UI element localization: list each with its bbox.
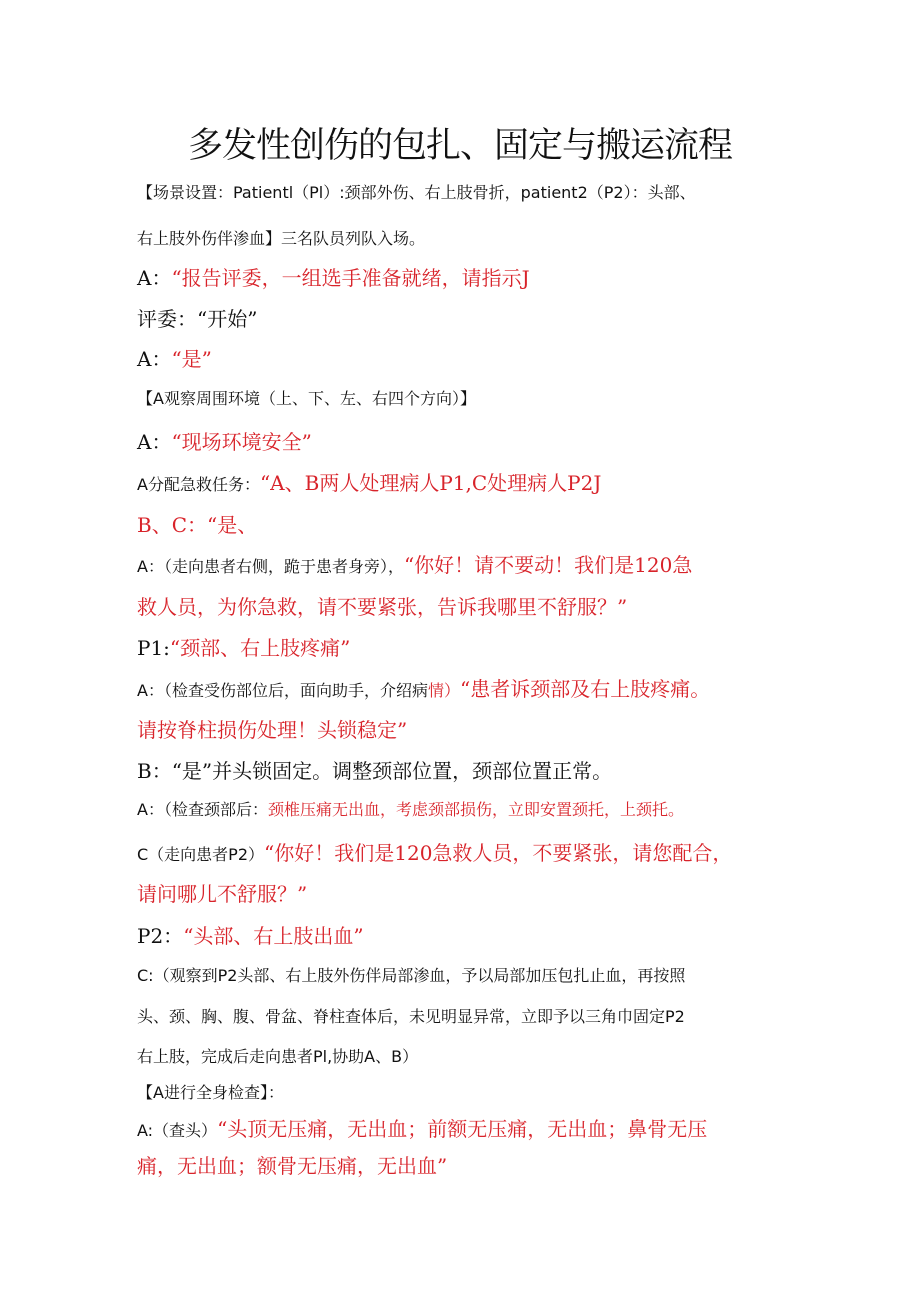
text: 【A进行全身检查】： — [137, 1083, 284, 1102]
dialogue-line — [137, 509, 257, 538]
text: 右上肢，完成后走向患者Pl,协助A、B） — [137, 1047, 419, 1066]
text: 右上肢外伤伴渗血】三名队员列队入场。 — [137, 229, 426, 248]
text: 痛，无出血；额骨无压痛，无出血” — [137, 1154, 448, 1178]
dialogue-line — [137, 714, 407, 743]
quote: “患者诉颈部及右上肢疼痛。 — [459, 677, 711, 701]
text: 【A观察周围环境（上、下、左、右四个方向）】 — [137, 389, 476, 408]
speaker: P1: — [137, 636, 170, 660]
dialogue-line — [137, 920, 364, 949]
stage-direction — [137, 386, 476, 409]
speaker: A： — [137, 347, 172, 371]
speaker: A： — [137, 430, 172, 454]
dialogue-line — [137, 343, 212, 372]
dialogue-line — [137, 755, 612, 784]
scene-setup-line-2 — [137, 226, 425, 249]
direction: C（走向患者P2） — [137, 845, 265, 864]
dialogue-line — [137, 426, 312, 455]
direction: A分配急救任务： — [137, 475, 260, 494]
text: 评委：“开始” — [137, 307, 258, 331]
dialogue-line — [137, 303, 257, 332]
dialogue-line — [137, 1150, 447, 1179]
text: 请问哪儿不舒服？” — [137, 882, 308, 906]
text: B：“是”并头锁固定。调整颈部位置，颈部位置正常。 — [137, 759, 613, 783]
direction-red: 颈椎压痛无出血，考虑颈部损伤，立即安置颈托，上颈托。 — [267, 800, 684, 819]
quote: “A、B两人处理病人P1,C处理病人P2J — [259, 471, 602, 495]
text: 请按脊柱损伤处理！头锁稳定” — [137, 718, 408, 742]
direction-red: 情） — [427, 681, 460, 700]
dialogue-line — [137, 1113, 707, 1142]
quote: “你好！请不要动！我们是120急 — [403, 553, 693, 577]
text: 救人员，为你急救，请不要紧张，告诉我哪里不舒服？” — [137, 595, 628, 619]
direction: A:（查头） — [137, 1121, 218, 1140]
document-title: 多发性创伤的包扎、固定与搬运流程 — [187, 126, 732, 166]
quote: “头顶无压痛，无出血；前额无压痛，无出血；鼻骨无压 — [217, 1117, 708, 1141]
dialogue-line — [137, 673, 710, 702]
stage-direction — [137, 1004, 685, 1027]
text: C:（观察到P2头部、右上肢外伤伴局部渗血，予以局部加压包扎止血，再按照 — [137, 966, 686, 985]
stage-direction — [137, 1080, 284, 1103]
quote: “你好！我们是120急救人员，不要紧张，请您配合， — [264, 841, 733, 865]
stage-direction — [137, 963, 685, 986]
text: B、C：“是、 — [137, 513, 258, 537]
quote: “是” — [171, 347, 212, 371]
dialogue-line — [137, 796, 684, 820]
speaker: P2： — [137, 924, 184, 948]
quote: “报告评委，一组选手准备就绪，请指示J — [171, 266, 530, 290]
quote: “颈部、右上肢疼痛” — [169, 636, 351, 660]
dialogue-line — [137, 837, 732, 866]
speaker: A： — [137, 266, 172, 290]
dialogue-line — [137, 878, 307, 907]
direction: A：（检查颈部后： — [137, 800, 268, 819]
text: 【场景设置：Patientl（Pl）:颈部外伤、右上肢骨折，patient2（P2）：头部、 — [137, 183, 696, 202]
scene-setup-line-1 — [137, 180, 696, 203]
direction: A：（检查受伤部位后，面向助手，介绍病 — [137, 681, 428, 700]
dialogue-line — [137, 632, 350, 661]
dialogue-line — [137, 549, 692, 578]
dialogue-line — [137, 262, 530, 291]
text: 头、颈、胸、腹、骨盆、脊柱查体后，未见明显异常，立即予以三角巾固定P2 — [137, 1007, 685, 1026]
quote: “头部、右上肢出血” — [183, 924, 364, 948]
direction: A：（走向患者右侧，跪于患者身旁）， — [137, 557, 404, 576]
dialogue-line — [137, 467, 601, 496]
stage-direction — [137, 1044, 418, 1067]
dialogue-line — [137, 591, 627, 620]
quote: “现场环境安全” — [171, 430, 312, 454]
